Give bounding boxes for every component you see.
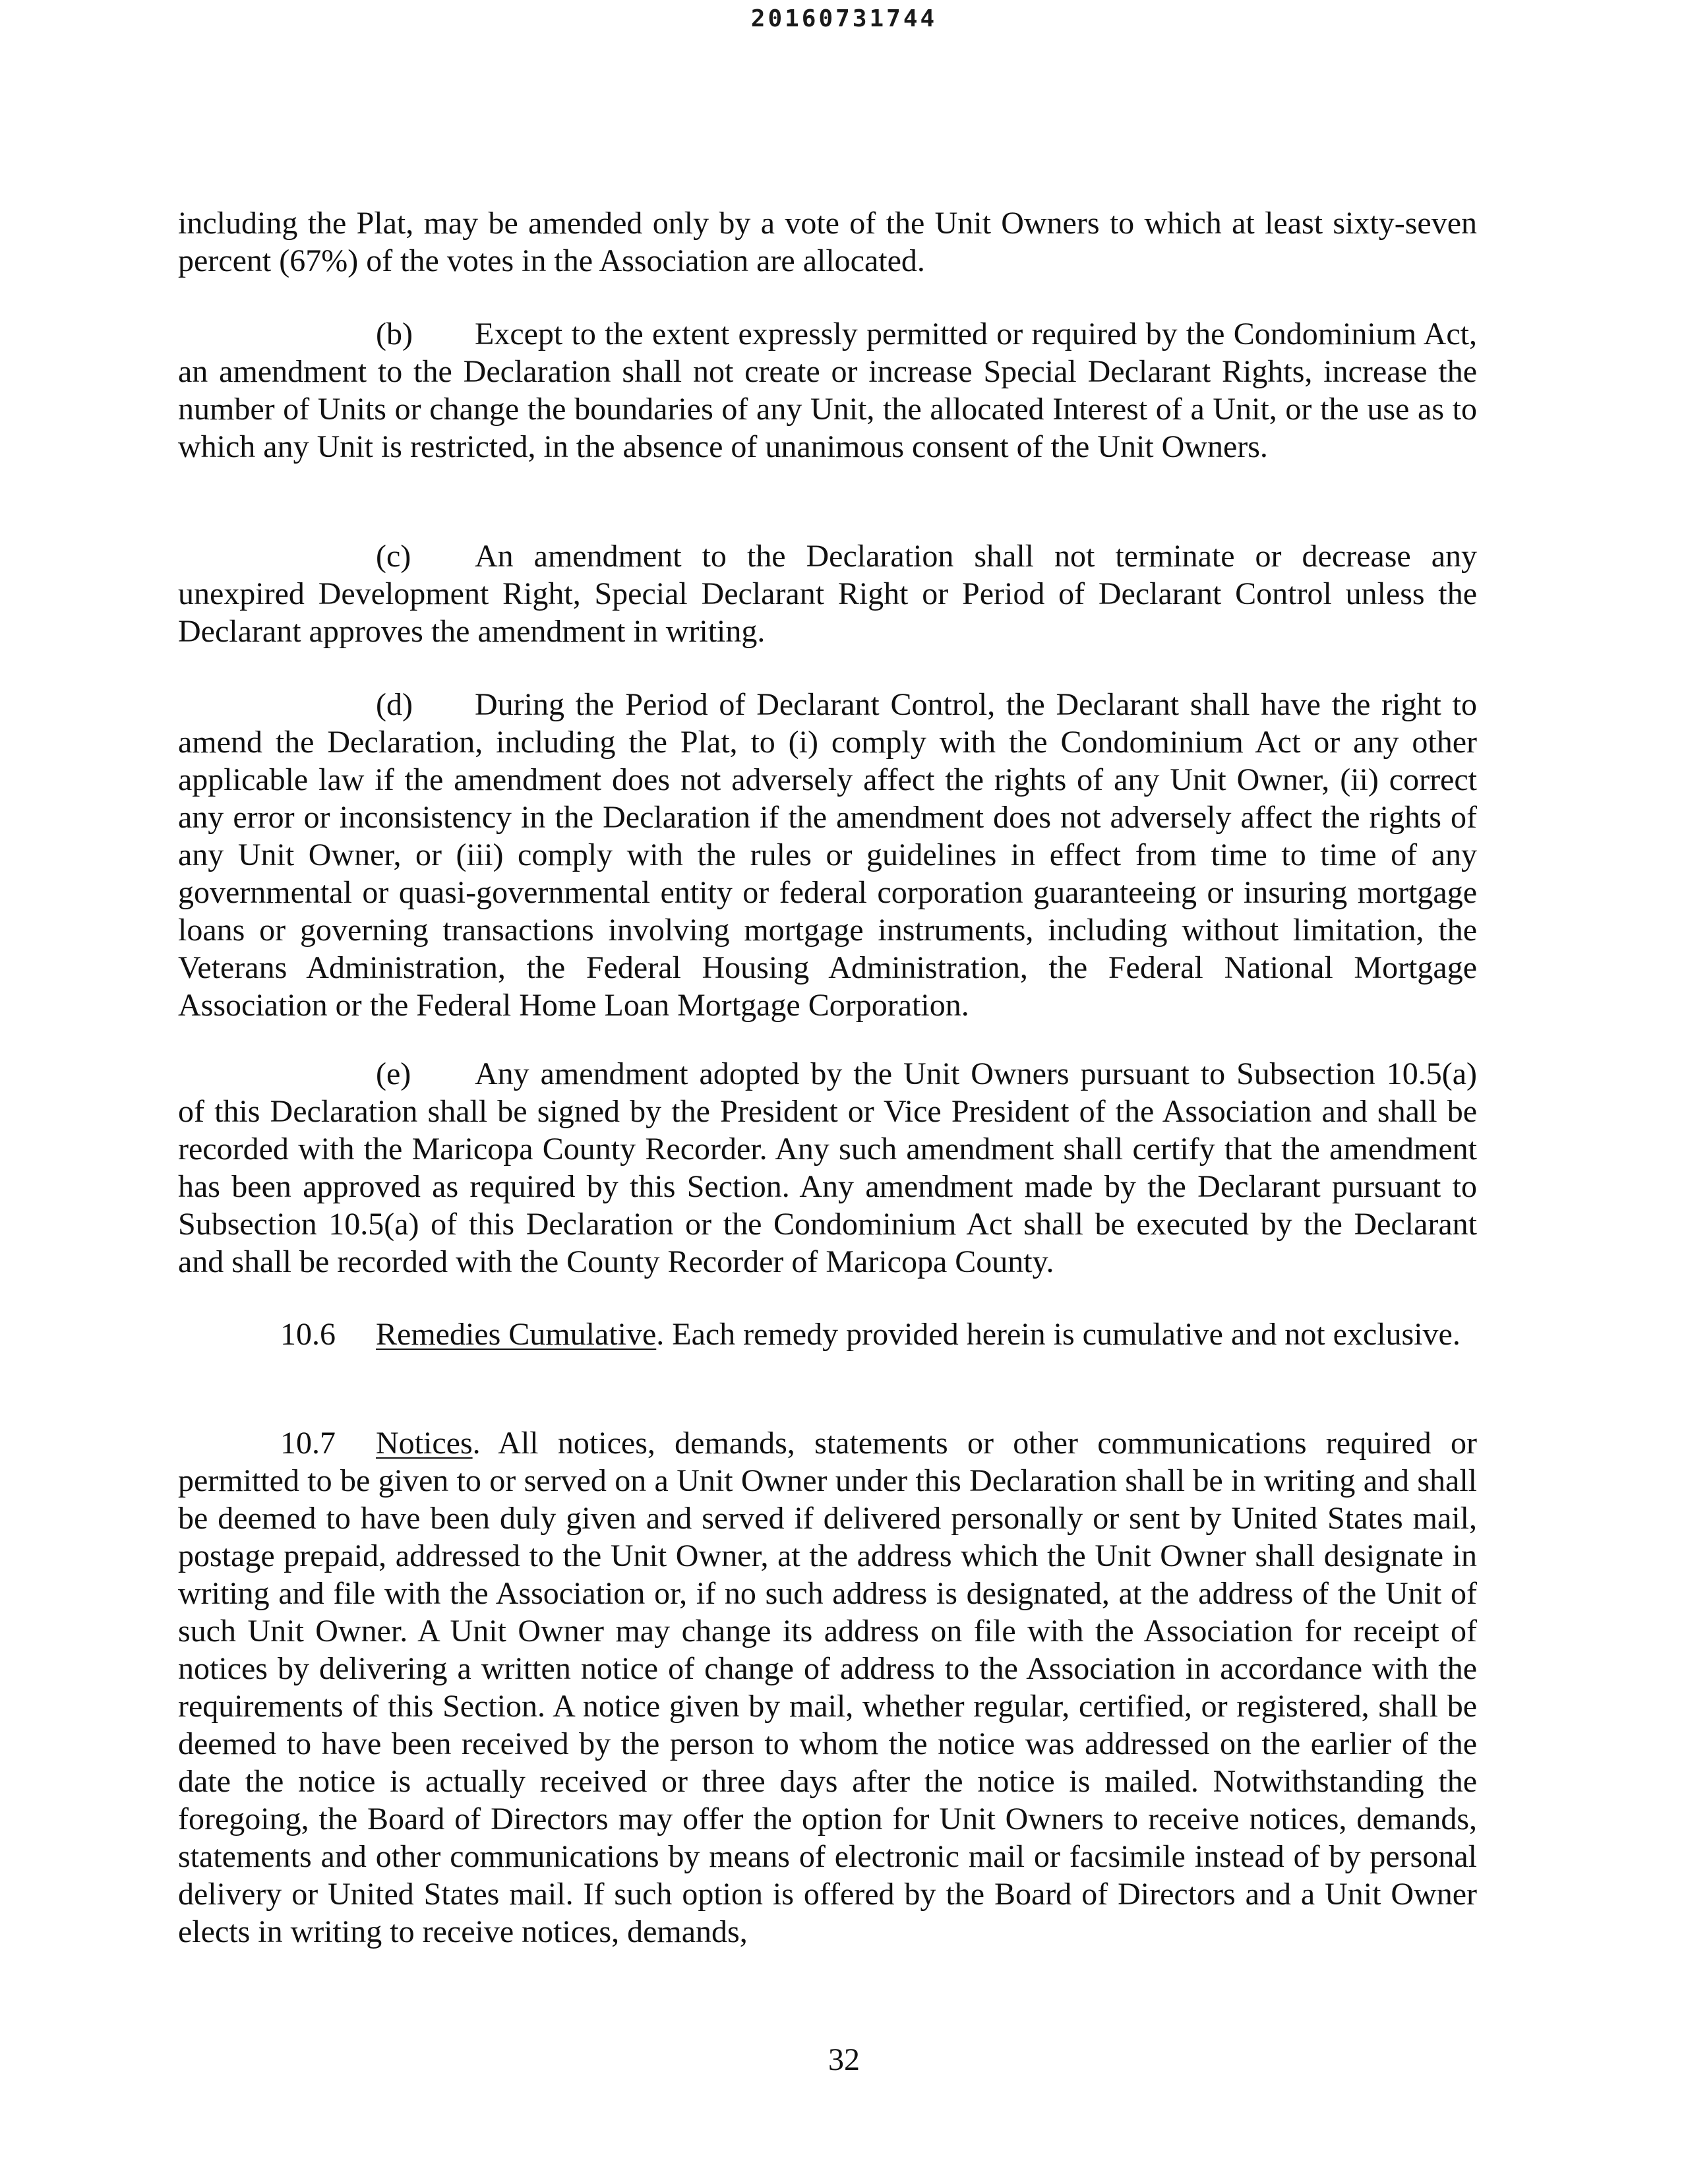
paragraph-e-text: Any amendment adopted by the Unit Owners pursuant to Subsection 10.5(a) of this Declaration shall be signed by the President or Vice President of the Association and shall be recorded with the Maricopa County Recorder. Any such amendment shall certify that the amendment has been approved as required by this Section. Any amendment made by the Declarant pursuant to Subsection 10.5(a) of this Declaration or the Condominium Act shall be executed by the Declarant and shall be recorded with the County Recorder of Maricopa County. — [178, 1056, 1477, 1279]
paragraph-c-marker: (c) — [376, 539, 411, 574]
paragraph-b — [178, 315, 1477, 466]
paragraph-d — [178, 686, 1477, 1024]
document-number: 20160731744 — [750, 5, 938, 32]
section-10-7-title: Notices — [376, 1426, 473, 1461]
paragraph-d-marker: (d) — [376, 687, 413, 722]
section-10-6-number: 10.6 — [280, 1317, 336, 1352]
section-10-6-title: Remedies Cumulative — [376, 1317, 657, 1352]
paragraph-e-marker: (e) — [376, 1056, 411, 1091]
continuation-paragraph: including the Plat, may be amended only by a vote of the Unit Owners to which at least sixty-seven percent (67%) of the votes in the Association are allocated. — [178, 206, 1477, 278]
paragraph-c — [178, 537, 1477, 650]
paragraph-d-text: During the Period of Declarant Control, the Declarant shall have the right to amend the Declaration, including the Plat, to (i) comply with the Condominium Act or any other applicable law if the amendment does not adversely affect the rights of any Unit Owner, (ii) correct any error or inconsistency in the Declaration if the amendment does not adversely affect the rights of any Unit Owner, or (iii) comply with the rules or guidelines in effect from time to time of any governmental or quasi-governmental entity or federal corporation guaranteeing or insuring mortgage loans or governing transactions involving mortgage instruments, including without limitation, the Veterans Administration, the Federal Housing Administration, the Federal National Mortgage Association or the Federal Home Loan Mortgage Corporation. — [178, 687, 1477, 1023]
paragraph-b-text: Except to the extent expressly permitted or required by the Condominium Act, an amendment to the Declaration shall not create or increase Special Declarant Rights, increase the number of Units or change the boundaries of any Unit, the allocated Interest of a Unit, or the use as to which any Unit is restricted, in the absence of unanimous consent of the Unit Owners. — [178, 317, 1477, 464]
paragraph-b-marker: (b) — [376, 317, 413, 351]
section-10-7-number: 10.7 — [280, 1426, 336, 1461]
paragraph-c-text: An amendment to the Declaration shall not terminate or decrease any unexpired Development Right, Special Declarant Right or Period of Declarant Control unless the Declarant approves the amendment in writing. — [178, 539, 1477, 649]
page-number: 32 — [828, 2042, 860, 2077]
section-10-6 — [178, 1316, 1477, 1353]
paragraph-e — [178, 1055, 1477, 1281]
section-10-6-text: . Each remedy provided herein is cumulative and not exclusive. — [656, 1317, 1461, 1352]
section-10-7 — [178, 1424, 1477, 1951]
section-10-7-text: . All notices, demands, statements or other communications required or permitted to be given to or served on a Unit Owner under this Declaration shall be in writing and shall be deemed to have been duly given and served if delivered personally or sent by United States mail, postage prepaid, addressed to the Unit Owner, at the address which the Unit Owner shall designate in writing and file with the Association or, if no such address is designated, at the address of the Unit of such Unit Owner. A Unit Owner may change its address on file with the Association for receipt of notices by delivering a written notice of change of address to the Association in accordance with the requirements of this Section. A notice given by mail, whether regular, certified, or registered, shall be deemed to have been received by the person to whom the notice was addressed on the earlier of the date the notice is actually received or three days after the notice is mailed. Notwithstanding the foregoing, the Board of Directors may offer the option for Unit Owners to receive notices, demands, statements and other communications by means of electronic mail or facsimile instead of by personal delivery or United States mail. If such option is offered by the Board of Directors and a Unit Owner elects in writing to receive notices, demands, — [178, 1426, 1477, 1949]
